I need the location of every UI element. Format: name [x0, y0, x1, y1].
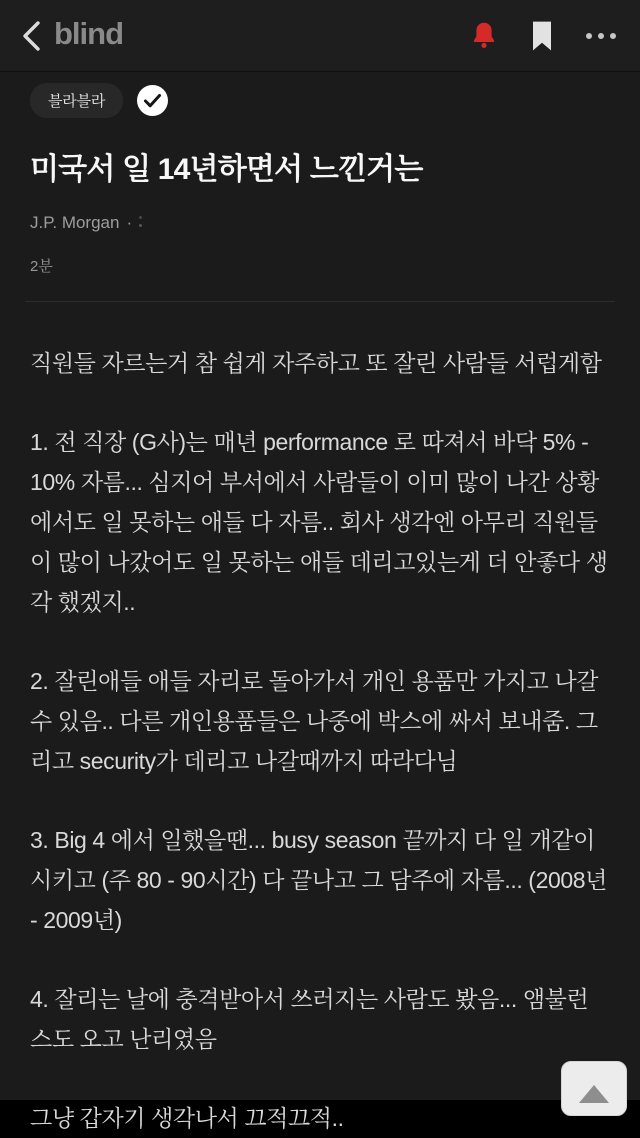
back-button[interactable]	[20, 20, 42, 52]
header-divider	[25, 301, 615, 302]
more-options-button[interactable]	[586, 33, 616, 39]
topbar	[0, 0, 640, 72]
post-paragraph: 3. Big 4 에서 일했을땐... busy season 끝까지 다 일 개같이 시키고 (주 80 - 90시간) 다 끝나고 그 담주에 자름... (2008년 - 2009년)	[30, 827, 607, 933]
ellipsis-icon	[586, 33, 616, 39]
triangle-up-icon	[579, 1085, 609, 1103]
bookmark-button[interactable]	[531, 21, 553, 51]
check-badge	[137, 85, 168, 116]
channel-chip-label: 블라블라	[48, 93, 106, 110]
channel-row	[30, 83, 610, 118]
chevron-left-icon	[20, 20, 42, 52]
post-paragraph: 1. 전 직장 (G사)는 매년 performance 로 따져서 바닥 5% - 10% 자름... 심지어 부서에서 사람들이 이미 많이 나간 상황에서도 일 못하는 애들 다 자름.. 회사 생각엔 아무리 직원들이 많이 나갔어도 일 못하는 애들 데리고있는게 더 안좋다 생각 했겠지..	[30, 429, 608, 615]
post-paragraph: 직원들 자르는거 참 쉽게 자주하고 또 잘린 사람들 서럽게함	[30, 350, 602, 376]
blind-logo: blind	[54, 16, 124, 51]
topbar-actions	[470, 21, 616, 51]
author-separator: ·	[126, 213, 133, 232]
notifications-button[interactable]	[470, 21, 498, 51]
blurred-author-detail	[139, 224, 142, 227]
channel-chip[interactable]	[30, 83, 123, 118]
post-body	[30, 343, 610, 1138]
post-time: 2분	[30, 258, 53, 275]
topbar-left	[20, 16, 123, 55]
post-paragraph: 2. 잘린애들 애들 자리로 돌아가서 개인 용품만 가지고 나갈 수 있음.. 다른 개인용품들은 나중에 박스에 싸서 보내줌. 그리고 security가 데리고 나갈때까지 따라다님	[30, 668, 599, 774]
post-title: 미국서 일 14년하면서 느낀거는	[30, 153, 423, 186]
bookmark-icon	[531, 21, 553, 51]
post-content	[0, 83, 640, 1138]
scroll-to-top-button[interactable]	[561, 1061, 627, 1116]
check-icon	[144, 94, 161, 108]
author-row	[30, 213, 610, 233]
author-name[interactable]: J.P. Morgan	[30, 213, 120, 232]
bell-icon	[470, 21, 498, 51]
post-paragraph: 그냥 갑자기 생각나서 끄적끄적..	[30, 1105, 344, 1131]
post-paragraph: 4. 잘리는 날에 충격받아서 쓰러지는 사람도 봤음... 앰불런스도 오고 난리였음	[30, 986, 589, 1052]
